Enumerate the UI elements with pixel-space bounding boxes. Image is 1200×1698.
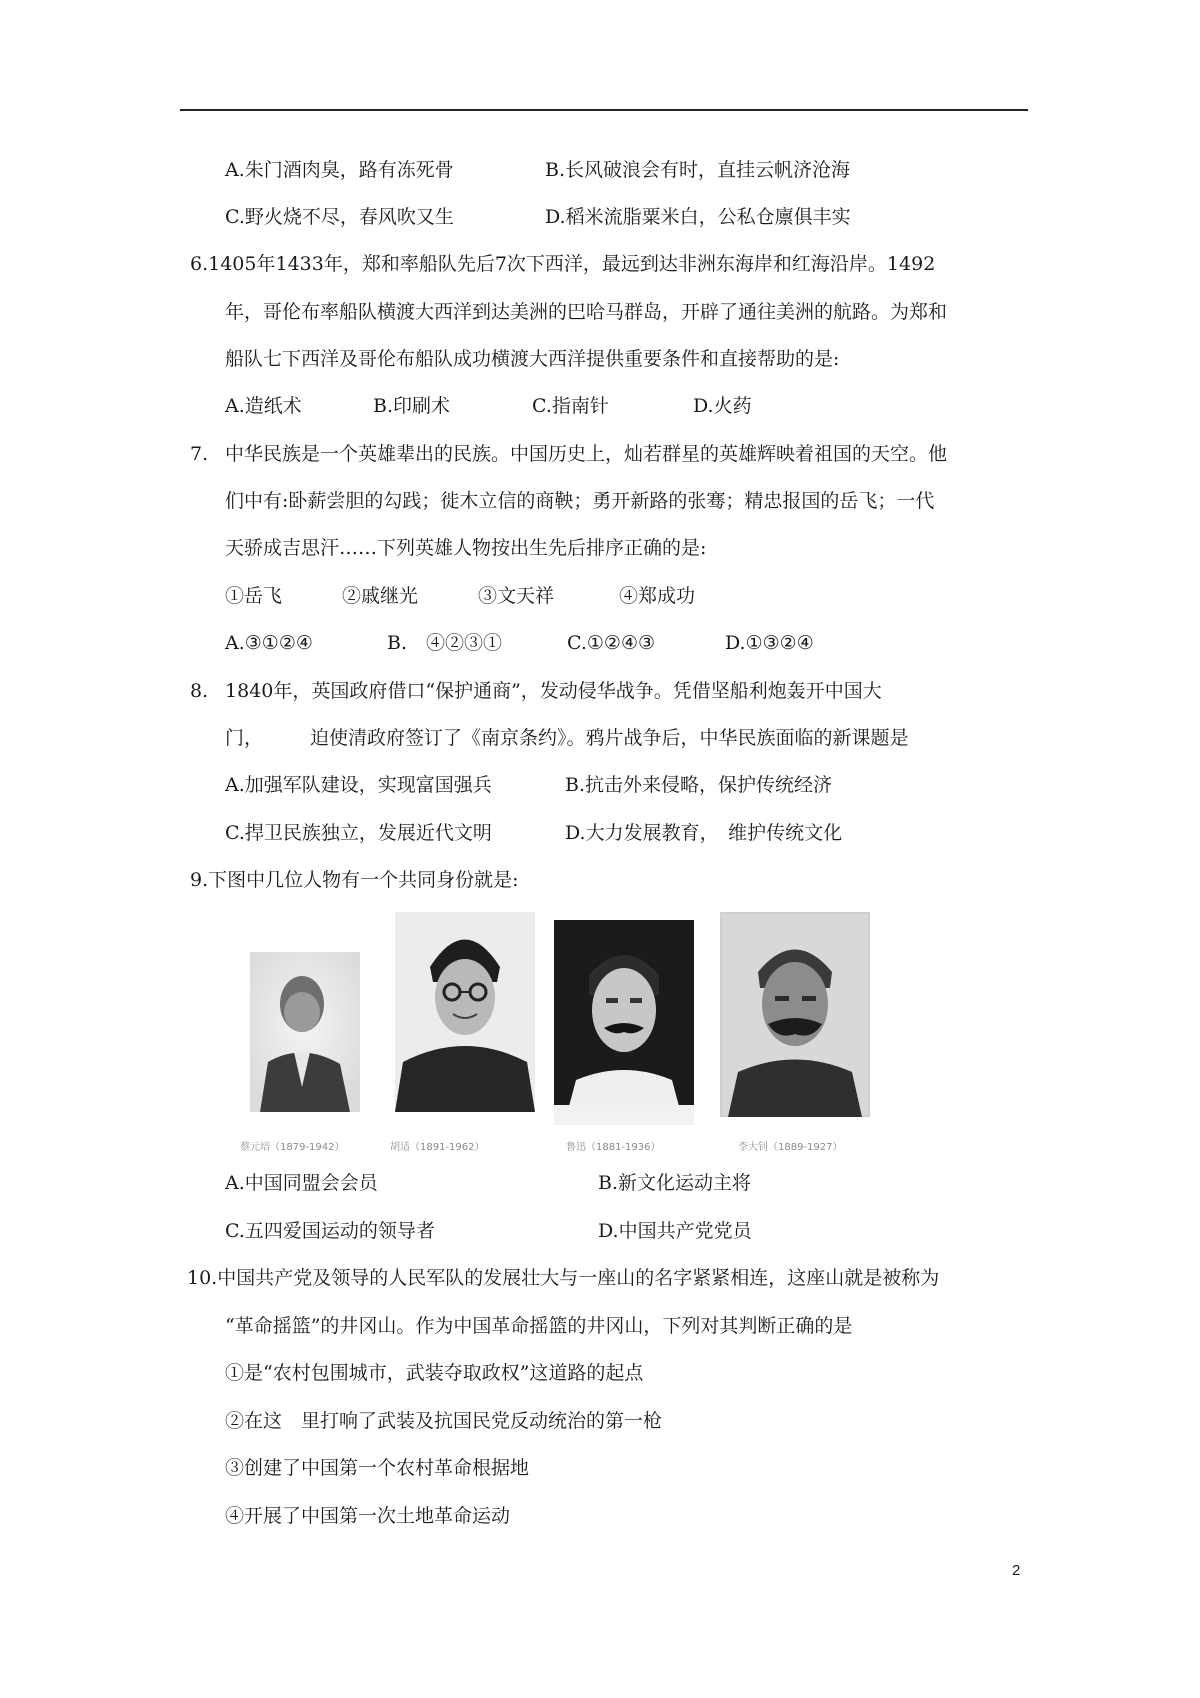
q9-option-b: B.新文化运动主将: [598, 1172, 752, 1194]
q7-number: 7.: [190, 443, 209, 465]
portrait-2: [395, 912, 535, 1112]
q7-option-c: C.①②④③: [567, 632, 656, 654]
q7-item-3: ③文天祥: [478, 585, 555, 607]
q7-stem-line3: 天骄成吉思汗……下列英雄人物按出生先后排序正确的是:: [225, 537, 707, 559]
portrait-1-caption: 蔡元培（1879-1942）: [240, 1142, 345, 1153]
q5-option-a: A.朱门酒肉臭，路有冻死骨: [225, 159, 454, 181]
q7-item-4: ④郑成功: [619, 585, 696, 607]
q6-stem-line2: 年，哥伦布率船队横渡大西洋到达美洲的巴哈马群岛，开辟了通往美洲的航路。为郑和: [225, 301, 948, 323]
q10-item-4: ④开展了中国第一次土地革命运动: [225, 1505, 511, 1527]
portrait-3-caption: 鲁迅（1881-1936）: [566, 1142, 661, 1153]
q6-option-c: C.指南针: [532, 395, 609, 417]
q10-item-3: ③创建了中国第一个农村革命根据地: [225, 1457, 530, 1479]
portrait-3: [554, 920, 694, 1125]
q8-number: 8.: [190, 680, 209, 702]
q5-option-b: B.长风破浪会有时，直挂云帆济沧海: [545, 159, 851, 181]
q6-stem-line1: 6.1405年1433年，郑和率船队先后7次下西洋，最远到达非洲东海岸和红海沿岸。1492: [190, 253, 936, 275]
q5-option-d: D.稻米流脂粟米白，公私仓廪俱丰实: [545, 206, 851, 228]
q8-stem-line2b: 迫使清政府签订了《南京条约》。鸦片战争后，中华民族面临的新课题是: [310, 727, 909, 749]
portrait-4: [720, 912, 870, 1117]
q7-option-b: B. ④②③①: [387, 632, 503, 654]
q6-option-b: B.印刷术: [373, 395, 451, 417]
q10-item-1: ①是“农村包围城市，武装夺取政权”这道路的起点: [225, 1362, 644, 1384]
portrait-1: [250, 952, 360, 1112]
q10-stem-line1: 10.中国共产党及领导的人民军队的发展壮大与一座山的名字紧紧相连，这座山就是被称为: [187, 1267, 940, 1289]
q8-option-c: C.捍卫民族独立，发展近代文明: [225, 822, 492, 844]
portrait-2-caption: 胡适（1891-1962）: [390, 1142, 485, 1153]
q6-stem-line3: 船队七下西洋及哥伦布船队成功横渡大西洋提供重要条件和直接帮助的是:: [225, 348, 840, 370]
q7-stem-line1: 中华民族是一个英雄辈出的民族。中国历史上，灿若群星的英雄辉映着祖国的天空。他: [225, 443, 948, 465]
q8-option-d: D.大力发展教育， 维护传统文化: [565, 822, 843, 844]
q9-option-a: A.中国同盟会会员: [225, 1172, 378, 1194]
q10-stem-line2: “革命摇篮”的井冈山。作为中国革命摇篮的井冈山，下列对其判断正确的是: [225, 1315, 853, 1337]
q8-stem-line2a: 门，: [225, 727, 264, 749]
q6-option-a: A.造纸术: [225, 395, 302, 417]
q7-option-d: D.①③②④: [725, 632, 814, 654]
portrait-4-caption: 李大钊（1889-1927）: [738, 1142, 843, 1153]
q8-option-b: B.抗击外来侵略，保护传统经济: [565, 774, 833, 796]
q9-stem: 9.下图中几位人物有一个共同身份就是:: [190, 869, 519, 891]
q6-option-d: D.火药: [693, 395, 752, 417]
q9-option-c: C.五四爱国运动的领导者: [225, 1220, 435, 1242]
q5-option-c: C.野火烧不尽，春风吹又生: [225, 206, 454, 228]
page-number: 2: [1012, 1562, 1021, 1579]
q7-stem-line2: 们中有:卧薪尝胆的勾践；徙木立信的商鞅；勇开新路的张骞；精忠报国的岳飞；一代: [225, 490, 935, 512]
q7-item-2: ②戚继光: [342, 585, 419, 607]
q7-item-1: ①岳飞: [225, 585, 283, 607]
q8-option-a: A.加强军队建设，实现富国强兵: [225, 774, 492, 796]
q8-stem-line1: 1840年，英国政府借口“保护通商”，发动侵华战争。凭借坚船利炮轰开中国大: [225, 680, 882, 702]
q10-item-2: ②在这 里打响了武装及抗国民党反动统治的第一枪: [225, 1410, 663, 1432]
historical-portraits: [230, 912, 890, 1152]
header-rule: [180, 109, 1028, 111]
q9-option-d: D.中国共产党党员: [598, 1220, 752, 1242]
q7-option-a: A.③①②④: [225, 632, 313, 654]
